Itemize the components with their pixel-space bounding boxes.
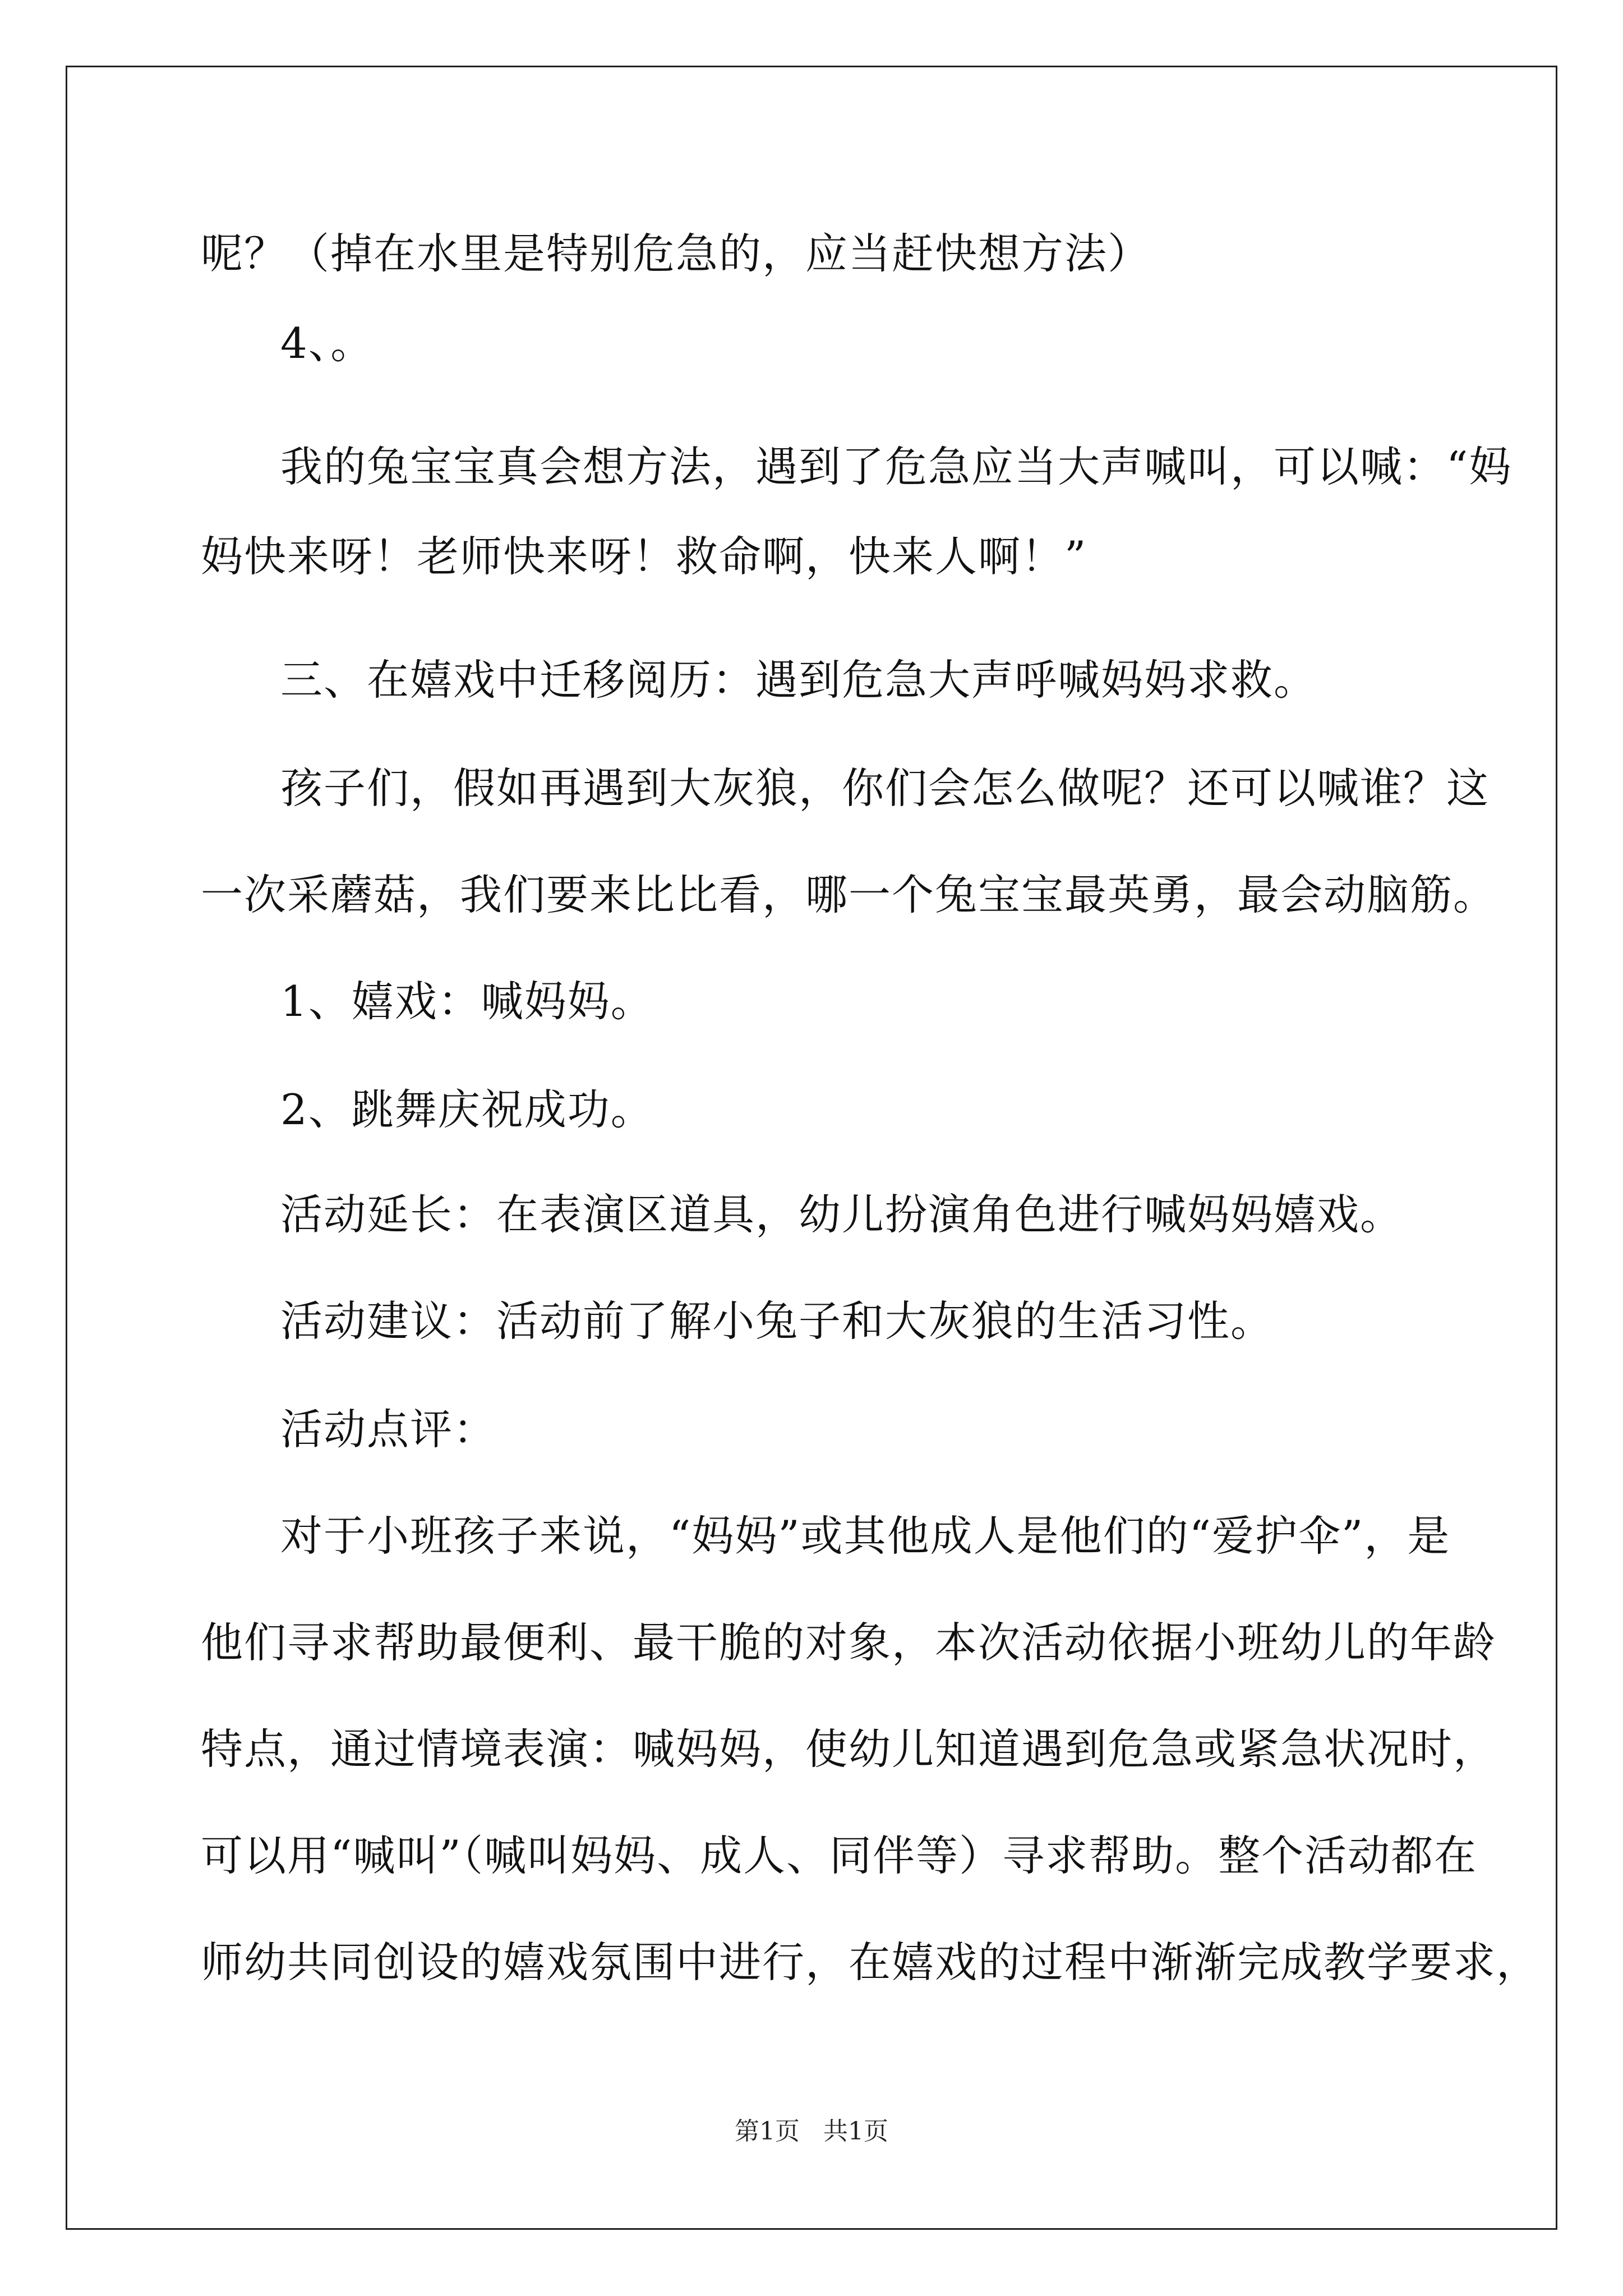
text-line: 活动建议：活动前了解小兔子和大灰狼的生活习性。: [280, 1296, 1274, 1346]
page-border: [66, 66, 1557, 2230]
text-line: 他们寻求帮助最便利、最干脆的对象，本次活动依据小班幼儿的年龄: [201, 1618, 1497, 1667]
text-line: 三、在嬉戏中迁移阅历：遇到危急大声呼喊妈妈求救。: [280, 655, 1317, 705]
text-line: 师幼共同创设的嬉戏氛围中进行，在嬉戏的过程中渐渐完成教学要求，: [201, 1938, 1540, 1987]
text-line: 4、。: [280, 319, 374, 368]
text-line: 妈快来呀！老师快来呀！救命啊，快来人啊！”: [201, 532, 1087, 581]
text-line: 可以用“喊叫”（喊叫妈妈、成人、同伴等）寻求帮助。整个活动都在: [201, 1831, 1478, 1880]
text-line: 一次采蘑菇，我们要来比比看，哪一个兔宝宝最英勇，最会动脑筋。: [201, 870, 1497, 919]
text-line: 对于小班孩子来说，“妈妈”或其他成人是他们的“爱护伞”，是: [280, 1511, 1451, 1561]
text-line: 活动点评：: [280, 1405, 497, 1454]
text-line: 孩子们，假如再遇到大灰狼，你们会怎么做呢？还可以喊谁？这: [280, 763, 1490, 813]
text-line: 2、跳舞庆祝成功。: [280, 1085, 654, 1134]
text-line: 呢？（掉在水里是特别危急的，应当赶快想方法）: [201, 229, 1151, 278]
text-line: 活动延长：在表演区道具，幼儿扮演角色进行喊妈妈嬉戏。: [280, 1190, 1404, 1239]
text-line: 1、嬉戏：喊妈妈。: [280, 977, 654, 1026]
text-line: 我的兔宝宝真会想方法，遇到了危急应当大声喊叫，可以喊：“妈: [280, 442, 1513, 491]
page-number: 第1页 共1页: [735, 2117, 888, 2146]
text-line: 特点，通过情境表演：喊妈妈，使幼儿知道遇到危急或紧急状况时，: [201, 1724, 1497, 1774]
